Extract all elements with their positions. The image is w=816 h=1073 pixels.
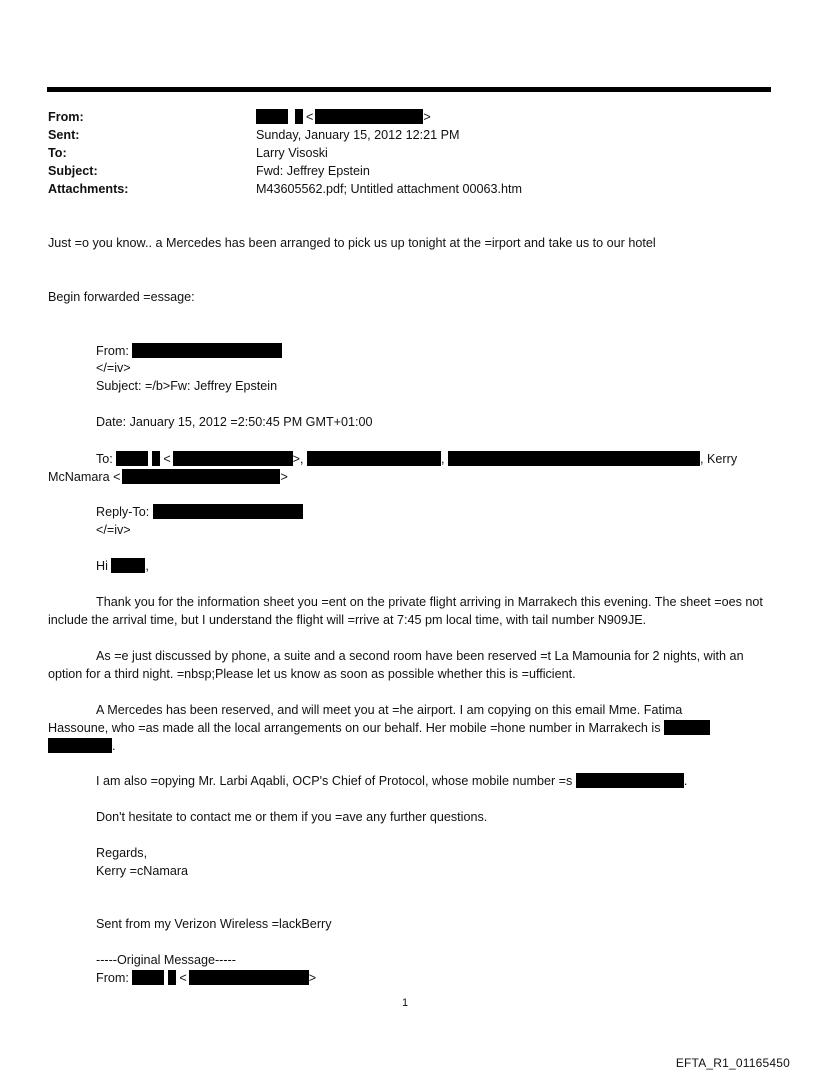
- attachments-label: Attachments:: [48, 182, 129, 196]
- redaction-block: [307, 451, 441, 466]
- sent-label: Sent:: [48, 128, 80, 142]
- redaction-block: [132, 343, 282, 358]
- sent-from-text: Sent from my Verizon Wireless =lackBerry: [96, 917, 332, 931]
- fwd-subject-line: Subject: =/b>Fw: Jeffrey Epstein: [96, 379, 278, 393]
- fwd-from-line: From:: [96, 342, 282, 360]
- paragraph-protocol: I am also =opying Mr. Larbi Aqabli, OCP's Chief of Protocol, whose mobile number =s .: [96, 774, 688, 788]
- redaction-block: [122, 469, 280, 484]
- redaction-block: [111, 558, 145, 573]
- redaction-block: [48, 738, 112, 753]
- to-label: To:: [48, 146, 67, 160]
- header-rule: [47, 87, 771, 92]
- intro-text: Just =o you know.. a Mercedes has been arranged to pick us up tonight at the =irport and take us to our hotel: [48, 236, 656, 250]
- orig-from-line: From: < >: [96, 971, 317, 985]
- redaction-block: [448, 451, 700, 466]
- regards-text: Regards,: [96, 846, 148, 860]
- paragraph-mercedes-line1: A Mercedes has been reserved, and will meet you at =he airport. I am copying on this email Mme. Fatima: [96, 703, 683, 717]
- paragraph-mercedes-line3: .: [48, 737, 116, 755]
- paragraph-flight-info: Thank you for the information sheet you =ent on the private flight arriving in Marrakech this evening. The sheet =oes not include the arrival time, but I understand the flight will =rrive at 7:45 pm local time, with tail number N909JE.: [48, 595, 763, 627]
- original-message-divider: -----Original Message-----: [96, 953, 236, 967]
- div-close-text: </=iv>: [96, 361, 131, 375]
- fwd-date-line: Date: January 15, 2012 =2:50:45 PM GMT+01:00: [96, 415, 373, 429]
- paragraph-mercedes-line2: Hassoune, who =as made all the local arrangements on our behalf. Her mobile =hone number in Marrakech is: [48, 719, 710, 737]
- sent-value: Sunday, January 15, 2012 12:21 PM: [256, 128, 460, 142]
- redaction-block: [256, 109, 288, 124]
- fwd-to-continuation: McNamara < >: [48, 470, 288, 484]
- redaction-block: [132, 970, 164, 985]
- redaction-block: [173, 451, 293, 466]
- begin-forwarded-text: Begin forwarded =essage:: [48, 290, 195, 304]
- redaction-block: [576, 773, 684, 788]
- email-header: [48, 108, 748, 198]
- paragraph-contact: Don't hesitate to contact me or them if you =ave any further questions.: [96, 810, 488, 824]
- redaction-block: [168, 970, 176, 985]
- redaction-block: [116, 451, 148, 466]
- redaction-block: [315, 109, 423, 124]
- document-id: EFTA_R1_01165450: [675, 1056, 790, 1070]
- greeting-line: Hi ,: [96, 559, 149, 573]
- fwd-to-line: To: < >, , , Kerry: [96, 452, 738, 466]
- redaction-block: [189, 970, 309, 985]
- paragraph-hotel: As =e just discussed by phone, a suite and a second room have been reserved =t La Mamounia for 2 nights, with an option for a third night. =nbsp;Please let us know as soon as possible whether this is =ufficient.: [48, 649, 744, 681]
- page-number: 1: [402, 997, 409, 1009]
- from-value: < >: [256, 108, 431, 126]
- from-label: From:: [48, 110, 84, 124]
- redaction-block: [152, 451, 160, 466]
- subject-value: Fwd: Jeffrey Epstein: [256, 164, 370, 178]
- subject-label: Subject:: [48, 164, 98, 178]
- to-value: Larry Visoski: [256, 146, 328, 160]
- reply-to-line: Reply-To:: [96, 503, 303, 521]
- div-close-text: </=iv>: [96, 523, 131, 537]
- redaction-block: [664, 720, 710, 735]
- redaction-block: [153, 504, 303, 519]
- signature-text: Kerry =cNamara: [96, 864, 189, 878]
- redaction-block: [295, 109, 303, 124]
- attachments-value: M43605562.pdf; Untitled attachment 00063.htm: [256, 182, 523, 196]
